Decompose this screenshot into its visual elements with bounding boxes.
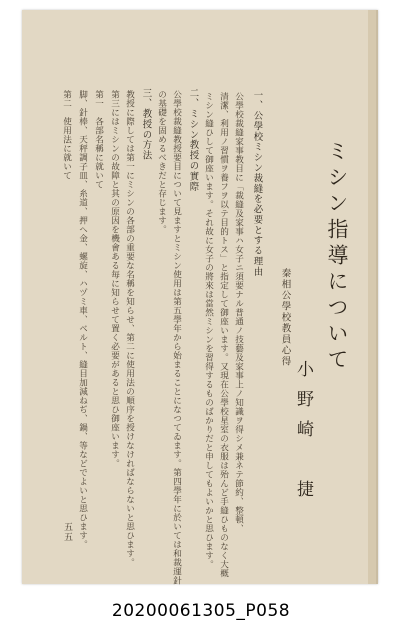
image-caption: 20200061305_P058 (111, 601, 291, 621)
author-name: 小野崎 捷 (293, 360, 313, 510)
scanned-page (22, 10, 378, 584)
subheading-line: 第一 各部名稱に就いて (93, 90, 104, 189)
paragraph-line: の基礎を固めるべきだと存じます。 (156, 90, 167, 234)
paragraph-line: 第三にはミシンの故障と其の原因を機會ある毎に知らせて置く必要があると思ひ御座います。 (109, 90, 120, 468)
paragraph-line: 教授に際しては第一にミシンの各部の重要な名稱を知らせ、第二に使用法の順序を授けなければならないと思ひます。 (124, 90, 135, 567)
subheading-line: 第二 使用法に就いて (61, 90, 72, 180)
article-title: ミシン指導について (325, 140, 349, 374)
paragraph-line: 公學校裁縫教授要目について見ますとミシン使用は第五學年から始まることになつてゐます。第四學年に於いては和裁運針 (171, 90, 182, 585)
paragraph-line: 清潔、利用ノ習慣ヲ養フヲ以テ目的トス」と指定して御座います。又現在公學校星室の衣服は殆んど手縫ひものなく大概 (218, 92, 229, 578)
section-heading-1: 一、公學校ミシン裁縫を必要とする理由 (251, 90, 263, 278)
section-heading-3: 三、教授の方法 (140, 88, 152, 161)
page-number: 五五 (62, 522, 72, 542)
paragraph-line: 公學校裁縫家事教目に「裁縫及家事ハ女子ニ須要ナル普通ノ技藝及家事上ノ知識ヲ得シメ兼ネテ節約、整頓、 (233, 92, 244, 533)
page-edge-line (376, 10, 378, 584)
section-heading-2: 二、ミシン教授の實際 (187, 88, 199, 192)
author-affiliation: 秦相公學校教員心得 (279, 268, 291, 367)
paragraph-line: 脚、針棒、天秤調子皿、糸道、押へ金、螺旋、ハヅミ車、ベルト、縫目加減ねぢ、鍋、等などでよいと思ひます。 (77, 90, 88, 549)
paragraph-line: ミシン縫ひして御座います。それ故に女子の將來は當然ミシンを習得するものばかりだと申してもよいかと思ひます。 (203, 92, 214, 569)
